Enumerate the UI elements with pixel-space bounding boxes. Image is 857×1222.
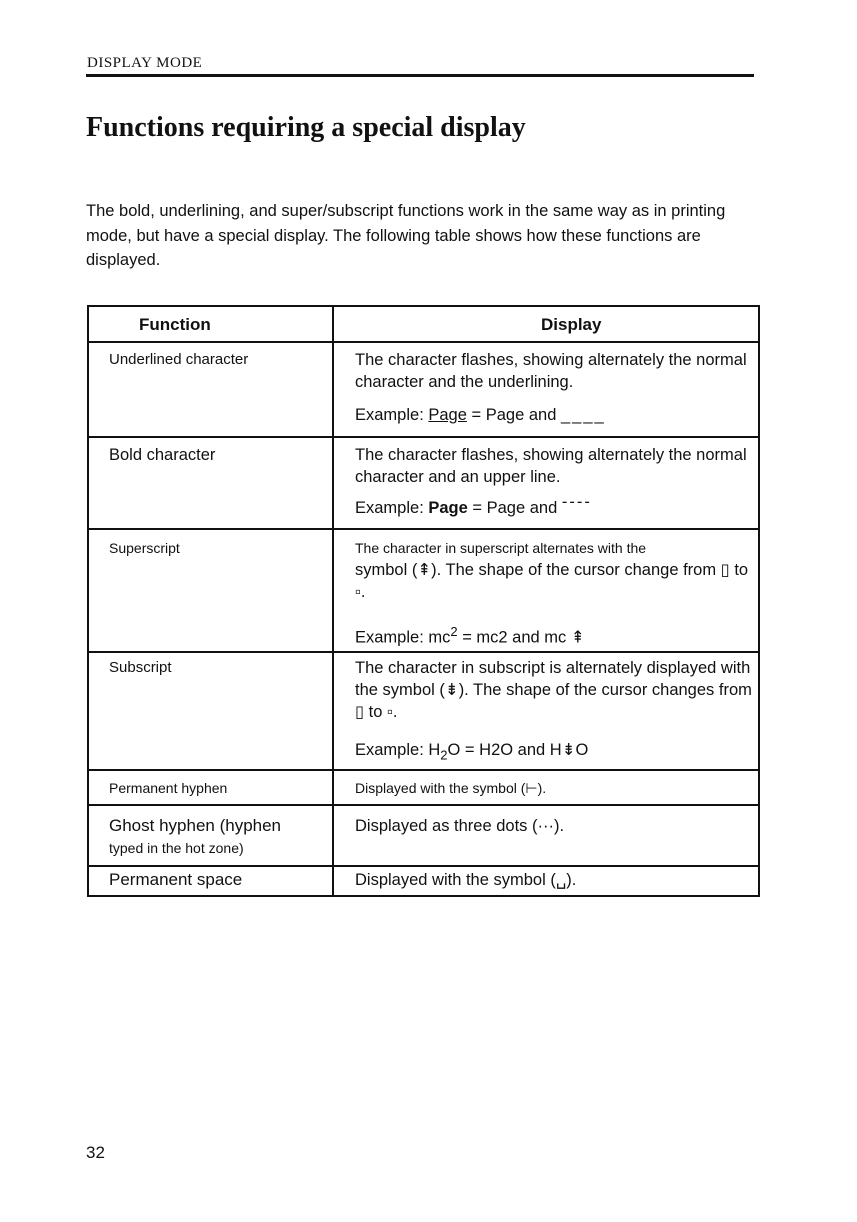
- display-cell: The character in subscript is alternately displayed with the symbol (⇟). The shape of the cursor changes from ▯ to ▫.: [355, 659, 752, 721]
- function-cell: Underlined character: [109, 351, 249, 368]
- intro-paragraph: The bold, underlining, and super/subscript functions work in the same way as in printing mode, but have a special display. The following table shows how these functions are displayed.: [86, 202, 726, 269]
- example-rest: O = H2O and H⇟O: [447, 741, 589, 759]
- example-superscript: 2: [450, 624, 458, 639]
- display-cell: The character flashes, showing alternately the normal character and the underlining.: [355, 351, 747, 391]
- row-divider: [89, 436, 758, 438]
- function-line: typed in the hot zone): [109, 840, 244, 856]
- example-label: Example: mc: [355, 628, 451, 647]
- display-cell: [355, 537, 755, 603]
- example-bold-word: Page: [428, 499, 468, 517]
- function-line: Ghost hyphen (hyphen: [109, 816, 282, 835]
- example-rest: = Page and: [471, 406, 557, 424]
- row-divider: [89, 865, 758, 867]
- display-line: symbol (⇞). The shape of the cursor change from ▯ to ▫.: [355, 561, 749, 601]
- header-divider: [89, 341, 758, 343]
- column-header-function: Function: [139, 315, 211, 334]
- display-cell: Displayed with the symbol (␣).: [355, 871, 577, 889]
- function-cell: Subscript: [109, 659, 172, 676]
- display-line: Displayed with the symbol (⊢).: [355, 780, 547, 796]
- page-number: 32: [86, 1143, 105, 1162]
- example-upper-line-marks: ----: [561, 493, 592, 511]
- function-cell: Permanent hyphen: [109, 780, 228, 796]
- row-divider: [89, 651, 758, 653]
- example-underline-marks: ____: [560, 406, 606, 424]
- example-label: Example:: [355, 406, 424, 424]
- functions-table: [87, 305, 760, 897]
- example-line: [355, 739, 588, 766]
- example-rest: = Page and: [472, 499, 558, 517]
- example-label: Example: H: [355, 741, 441, 759]
- column-header-display: Display: [541, 315, 602, 334]
- header-rule: [86, 74, 754, 77]
- example-line: [355, 493, 592, 519]
- example-rest: = mc2 and mc ⇞: [462, 628, 585, 647]
- display-cell: The character flashes, showing alternately the normal character and an upper line.: [355, 446, 747, 486]
- row-divider: [89, 804, 758, 806]
- example-underlined-word: Page: [428, 406, 467, 424]
- section-header: DISPLAY MODE: [87, 55, 203, 71]
- example-line: [355, 404, 606, 426]
- example-subscript: 2: [440, 747, 448, 763]
- display-line: The character in superscript alternates with the: [355, 540, 647, 556]
- example-label: Example:: [355, 499, 424, 517]
- row-divider: [89, 769, 758, 771]
- function-cell: Superscript: [109, 540, 180, 556]
- function-cell: [109, 815, 281, 859]
- column-divider: [332, 307, 334, 895]
- function-cell: Permanent space: [109, 870, 243, 889]
- row-divider: [89, 528, 758, 530]
- display-cell: Displayed as three dots (···).: [355, 817, 565, 835]
- page-title: Functions requiring a special display: [86, 112, 526, 143]
- example-line: [355, 621, 585, 649]
- display-cell: [355, 777, 755, 799]
- function-cell: Bold character: [109, 446, 216, 464]
